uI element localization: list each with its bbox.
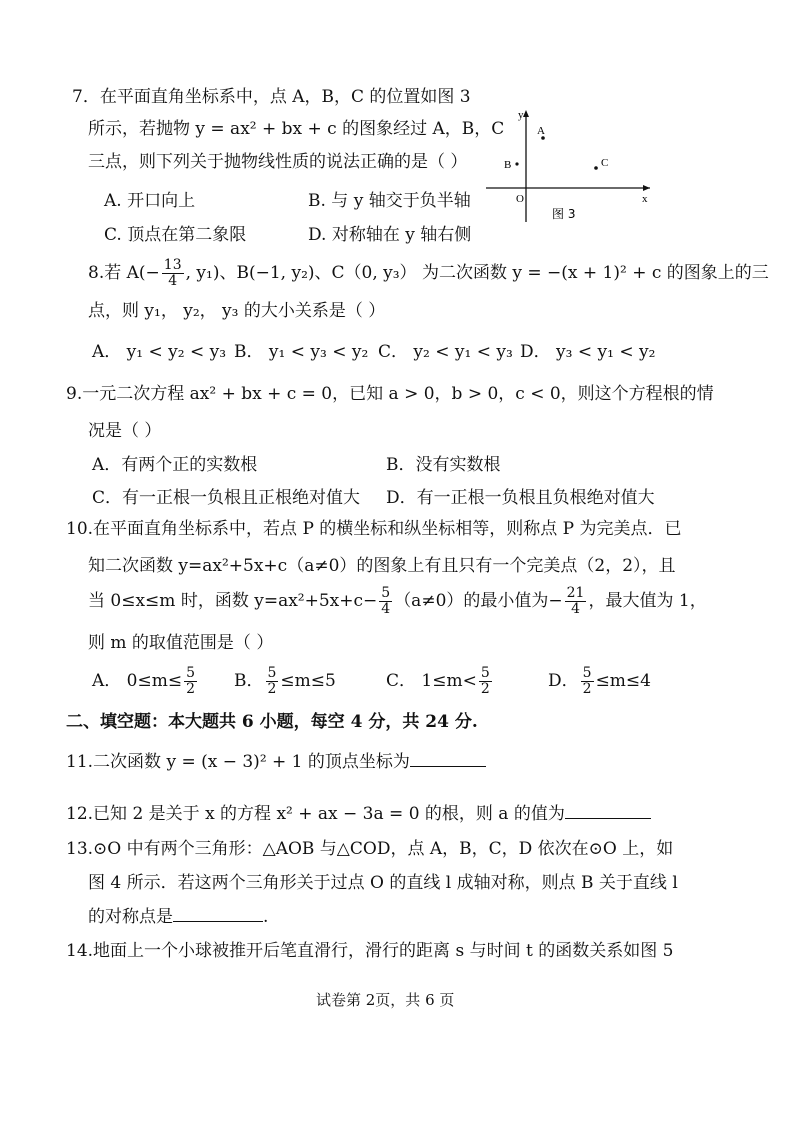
q10-option-d-label: D． (548, 671, 579, 691)
point-c-label: C (601, 157, 609, 169)
q7-line1: 7．在平面直角坐标系中，点 A，B，C 的位置如图 3 (72, 87, 471, 107)
origin-label: O (516, 193, 524, 205)
q10-option-b-text: ≤m≤5 (280, 671, 336, 691)
q14-line: 14.地面上一个小球被推开后笔直滑行，滑行的距离 s 与时间 t 的函数关系如图 5 (66, 941, 674, 961)
q13-line2: 图 4 所示．若这两个三角形关于过点 O 的直线 l 成轴对称，则点 B 关于直线 l (88, 873, 678, 893)
q7-option-d: D. 对称轴在 y 轴右侧 (308, 225, 472, 245)
point-c (594, 166, 598, 170)
q10-option-b-num: 5 (267, 665, 277, 681)
q7-option-a: A. 开口向上 (104, 191, 196, 211)
q10-option-b-label: B． (234, 671, 264, 691)
q8-option-b: B． y₁ < y₃ < y₂ (234, 342, 369, 362)
q10-fraction-5-4 (379, 586, 392, 617)
q10-option-d-num: 5 (582, 665, 592, 681)
q12-answer-blank[interactable] (565, 802, 651, 819)
q8-fraction-den: 4 (168, 273, 178, 289)
q11-answer-blank[interactable] (410, 750, 486, 767)
q13-line3-end: . (263, 907, 269, 927)
q9-line1: 9.一元二次方程 ax² + bx + c = 0，已知 a > 0，b > 0，c < 0，则这个方程根的情 (66, 384, 714, 404)
q11-line (66, 750, 486, 773)
q10-fraction-5-4-num: 5 (381, 585, 391, 601)
q10-option-c-den: 2 (480, 681, 490, 697)
q10-option-c-text: C． 1≤m< (386, 671, 477, 691)
q7-line3: 三点，则下列关于抛物线性质的说法正确的是（ ） (88, 152, 468, 172)
q9-line2: 况是（ ） (88, 421, 162, 441)
q10-line2: 知二次函数 y=ax²+5x+c（a≠0）的图象上有且只有一个完美点（2，2），且 (88, 556, 676, 576)
q13-answer-blank[interactable] (173, 905, 263, 922)
q10-option-b-fraction (266, 666, 279, 697)
q8-rest: , y₁)、B(−1, y₂)、C（0, y₃） 为二次函数 y = −(x + 1)² + c 的图象上的三 (185, 263, 769, 283)
q10-option-d-fraction (581, 666, 594, 697)
q10-option-c-fraction (479, 666, 492, 697)
q7-option-b: B. 与 y 轴交于负半轴 (308, 191, 471, 211)
q7-line2: 所示，若抛物 y = ax² + bx + c 的图象经过 A，B，C (88, 119, 505, 139)
q8-fraction (162, 258, 184, 289)
figure-3-coordinate-plot (482, 104, 658, 226)
q8-fraction-num: 13 (163, 257, 182, 273)
q10-option-a-den: 2 (186, 681, 196, 697)
q8-line2: 点，则 y₁， y₂， y₃ 的大小关系是（ ） (88, 301, 386, 321)
q10-option-d-den: 2 (582, 681, 592, 697)
q10-line3-part-b: （a≠0）的最小值为− (394, 591, 563, 611)
page-footer: 试卷第 2页，共 6 页 (316, 991, 455, 1009)
figure-3-caption: 图 3 (552, 207, 576, 221)
q13-line3 (88, 905, 268, 928)
q8-option-c: C． y₂ < y₁ < y₃ (378, 342, 513, 362)
q10-line4: 则 m 的取值范围是（ ） (88, 633, 274, 653)
point-a-label: A (537, 125, 545, 137)
y-axis-arrow (523, 110, 529, 117)
q12-line (66, 802, 651, 825)
y-axis-label: y (518, 109, 524, 121)
q10-fraction-21-4-den: 4 (571, 601, 581, 617)
q13-line1: 13.⊙O 中有两个三角形：△AOB 与△COD，点 A，B，C，D 依次在⊙O 上，如 (66, 839, 674, 859)
q10-option-d-text: ≤m≤4 (595, 671, 651, 691)
q10-fraction-5-4-den: 4 (381, 601, 391, 617)
q8-option-d: D． y₃ < y₁ < y₂ (520, 342, 656, 362)
q10-line3 (88, 584, 707, 618)
q10-option-c (386, 664, 494, 698)
q7-option-c: C. 顶点在第二象限 (104, 225, 247, 245)
q9-option-b: B．没有实数根 (386, 455, 501, 475)
q10-option-b-den: 2 (267, 681, 277, 697)
q10-option-a-num: 5 (186, 665, 196, 681)
q10-option-b (234, 664, 336, 698)
point-b-label: B (504, 159, 512, 171)
q10-option-c-num: 5 (480, 665, 490, 681)
q12-text: 12.已知 2 是关于 x 的方程 x² + ax − 3a = 0 的根，则 a 的值为 (66, 804, 565, 824)
q11-text: 11.二次函数 y = (x − 3)² + 1 的顶点坐标为 (66, 752, 410, 772)
q10-option-a (92, 664, 199, 698)
q10-line3-part-a: 当 0≤x≤m 时，函数 y=ax²+5x+c− (88, 591, 378, 611)
point-b (515, 162, 518, 165)
q10-fraction-21-4 (565, 586, 587, 617)
section-2-heading: 二、填空题：本大题共 6 小题，每空 4 分，共 24 分. (66, 712, 478, 732)
q10-line1: 10.在平面直角坐标系中，若点 P 的横坐标和纵坐标相等，则称点 P 为完美点．已 (66, 519, 682, 539)
q10-option-d (548, 664, 651, 698)
x-axis-label: x (642, 193, 648, 205)
q9-option-c: C．有一正根一负根且正根绝对值大 (92, 488, 361, 508)
q8-option-a: A． y₁ < y₂ < y₃ (92, 342, 227, 362)
x-axis-arrow (643, 185, 650, 191)
q8-prefix: 8.若 A(− (88, 263, 160, 283)
q9-option-d: D．有一正根一负根且负根绝对值大 (386, 488, 655, 508)
q10-option-a-text: A． 0≤m≤ (92, 671, 183, 691)
q9-option-a: A．有两个正的实数根 (92, 455, 258, 475)
q13-line3-text: 的对称点是 (88, 907, 173, 927)
q8-line1 (88, 256, 769, 290)
q10-fraction-21-4-num: 21 (566, 585, 585, 601)
q10-option-a-fraction (184, 666, 197, 697)
q10-line3-part-c: ，最大值为 1， (588, 591, 707, 611)
